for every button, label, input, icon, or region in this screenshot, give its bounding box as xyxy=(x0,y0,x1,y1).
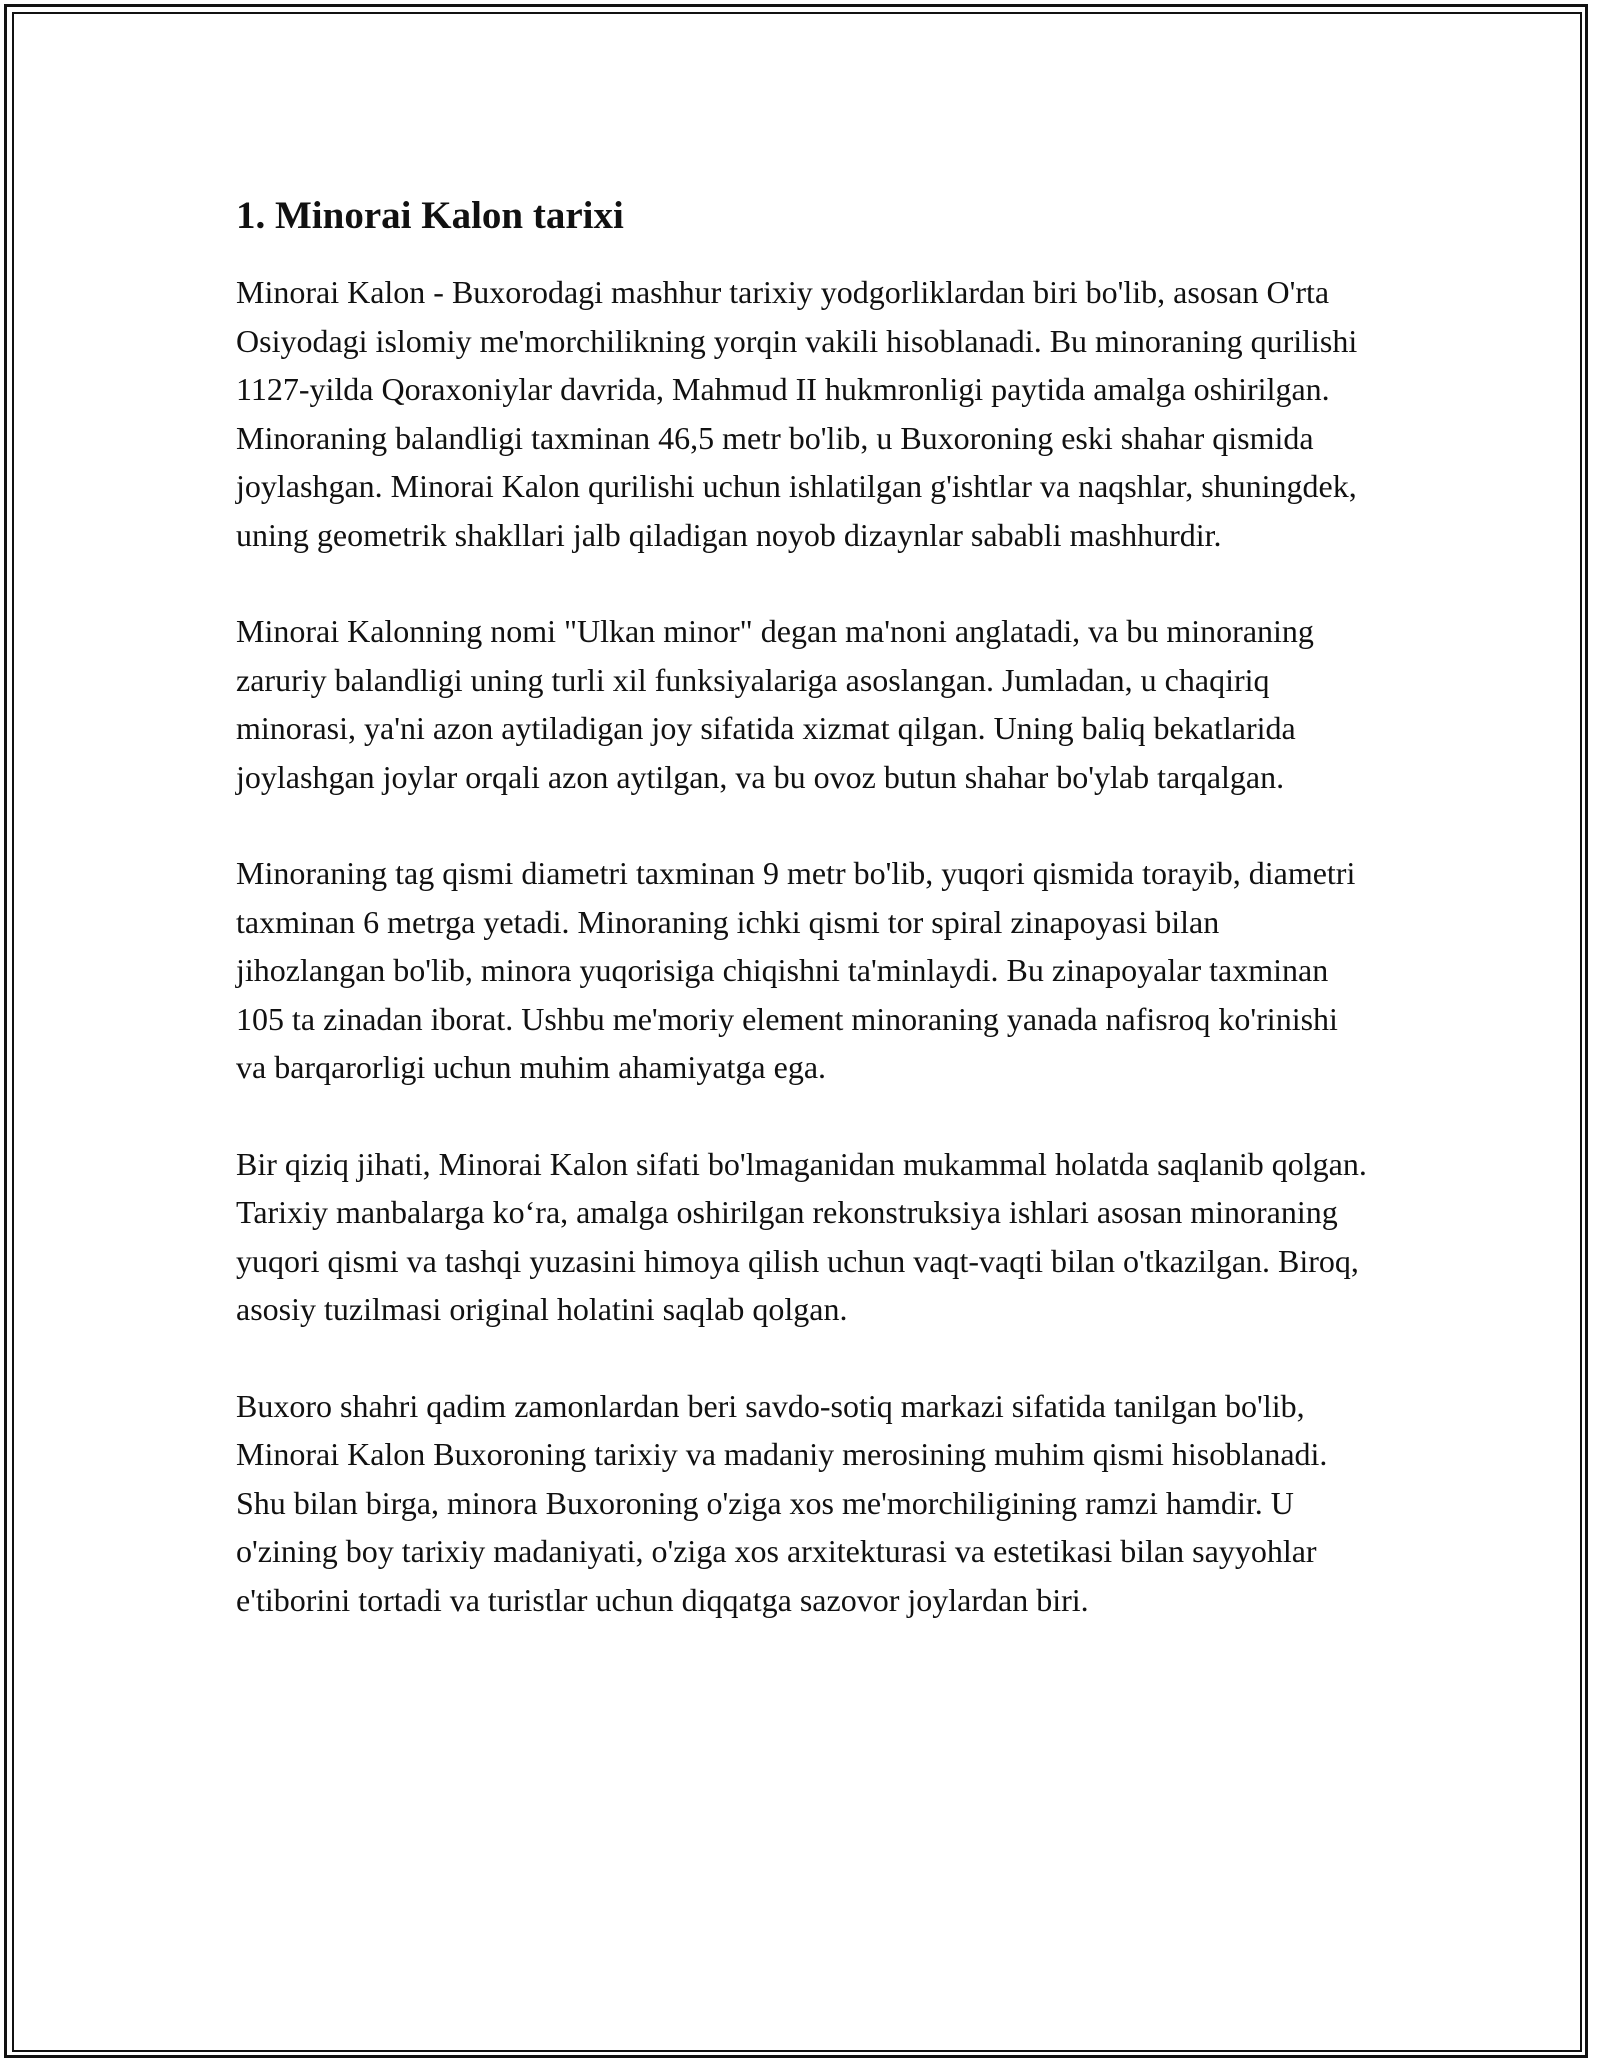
paragraph-5: Buxoro shahri qadim zamonlardan beri savdo-sotiq markazi sifatida tanilgan bo'lib, Minorai Kalon Buxoroning tarixiy va madaniy merosining muhim qismi hisoblanadi. Shu bilan birga, minora Buxoroning o'ziga xos me'morchiligining ramzi hamdir. U o'zining boy tarixiy madaniyati, o'ziga xos arxitekturasi va estetikasi bilan sayyohlar e'tiborini tortadi va turistlar uchun diqqatga sazovor joylardan biri. xyxy=(236,1387,1328,1618)
paragraph-4: Bir qiziq jihati, Minorai Kalon sifati bo'lmaganidan mukammal holatda saqlanib qolgan. Tarixiy manbalarga ko‘ra, amalga oshirilgan rekonstruksiya ishlari asosan minoraning yuqori qismi va tashqi yuzasini himoya qilish uchun vaqt-vaqti bilan o'tkazilgan. Biroq, asosiy tuzilmasi original holatini saqlab qolgan. xyxy=(236,1145,1367,1327)
paragraph-1: Minorai Kalon - Buxorodagi mashhur tarixiy yodgorliklardan biri bo'lib, asosan O'rta Osiyodagi islomiy me'morchilikning yorqin vakili hisoblanadi. Bu minoraning qurilishi 1127-yilda Qoraxoniylar davrida, Mahmud II hukmronligi paytida amalga oshirilgan. Minoraning balandligi taxminan 46,5 metr bo'lib, u Buxoroning eski shahar qismida joylashgan. Minorai Kalon qurilishi uchun ishlatilgan g'ishtlar va naqshlar, shuningdek, uning geometrik shakllari jalb qiladigan noyob dizaynlar sababli mashhurdir. xyxy=(236,274,1358,553)
document-body xyxy=(236,188,1376,1624)
paragraph-3: Minoraning tag qismi diametri taxminan 9 metr bo'lib, yuqori qismida torayib, diametri taxminan 6 metrga yetadi. Minoraning ichki qismi tor spiral zinapoyasi bilan jihozlangan bo'lib, minora yuqorisiga chiqishni ta'minlaydi. Bu zinapoyalar taxminan 105 ta zinadan iborat. Ushbu me'moriy element minoraning yanada nafisroq ko'rinishi va barqarorligi uchun muhim ahamiyatga ega. xyxy=(236,855,1356,1085)
document-title: 1. Minorai Kalon tarixi xyxy=(236,194,624,237)
paragraph-2: Minorai Kalonning nomi "Ulkan minor" degan ma'noni anglatadi, va bu minoraning zaruriy balandligi uning turli xil funksiyalariga asoslangan. Jumladan, u chaqiriq minorasi, ya'ni azon aytiladigan joy sifatida xizmat qilgan. Uning baliq bekatlarida joylashgan joylar orqali azon aytilgan, va bu ovoz butun shahar bo'ylab tarqalgan. xyxy=(236,613,1314,795)
